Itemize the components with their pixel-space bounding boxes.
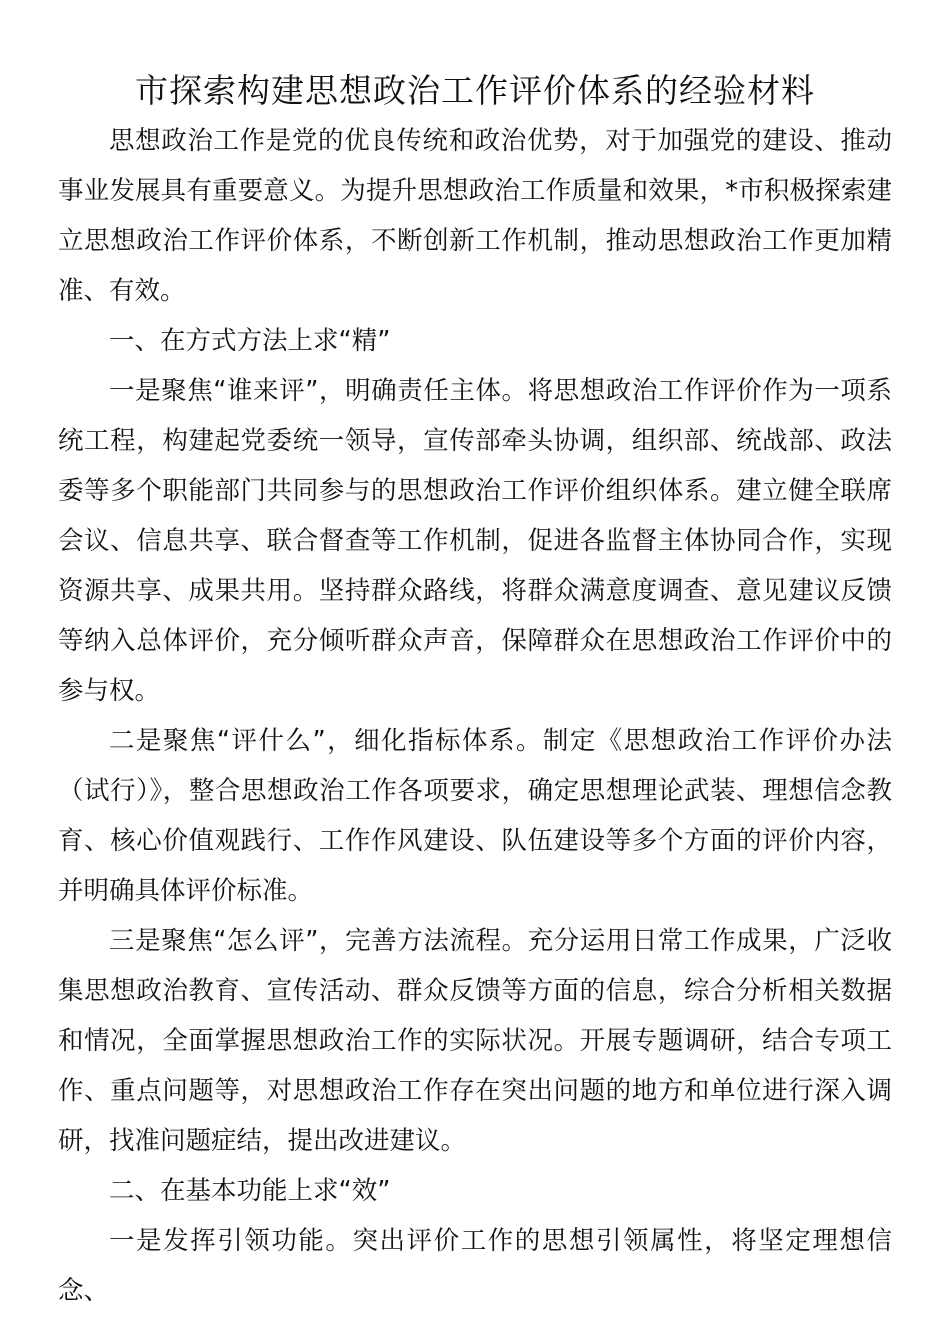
body-paragraph: 一是发挥引领功能。突出评价工作的思想引领属性，将坚定理想信念、 [58,1226,892,1306]
section-heading-2: 二、在基本功能上求“效” [109,1176,391,1206]
section-heading-1: 一、在方式方法上求“精” [109,326,391,356]
body-paragraph: 三是聚焦“怎么评”，完善方法流程。充分运用日常工作成果，广泛收集思想政治教育、宣传活动、群众反馈等方面的信息，综合分析相关数据和情况，全面掌握思想政治工作的实际状况。开展专题调研，结合专项工作、重点问题等，对思想政治工作存在突出问题的地方和单位进行深入调研，找准问题症结，提出改进建议。 [58,926,892,1156]
body-paragraph: 二是聚焦“评什么”，细化指标体系。制定《思想政治工作评价办法（试行）》，整合思想政治工作各项要求，确定思想理论武装、理想信念教育、核心价值观践行、工作作风建设、队伍建设等多个方面的评价内容，并明确具体评价标准。 [58,726,892,906]
document-title: 市探索构建思想政治工作评价体系的经验材料 [135,71,815,110]
intro-paragraph: 思想政治工作是党的优良传统和政治优势，对于加强党的建设、推动事业发展具有重要意义。为提升思想政治工作质量和效果，*市积极探索建立思想政治工作评价体系，不断创新工作机制，推动思想政治工作更加精准、有效。 [58,126,892,306]
body-paragraph: 一是聚焦“谁来评”，明确责任主体。将思想政治工作评价作为一项系统工程，构建起党委统一领导，宣传部牵头协调，组织部、统战部、政法委等多个职能部门共同参与的思想政治工作评价组织体系。建立健全联席会议、信息共享、联合督查等工作机制，促进各监督主体协同合作，实现资源共享、成果共用。坚持群众路线，将群众满意度调查、意见建议反馈等纳入总体评价，充分倾听群众声音，保障群众在思想政治工作评价中的参与权。 [58,376,892,706]
document-body [58,116,892,1316]
